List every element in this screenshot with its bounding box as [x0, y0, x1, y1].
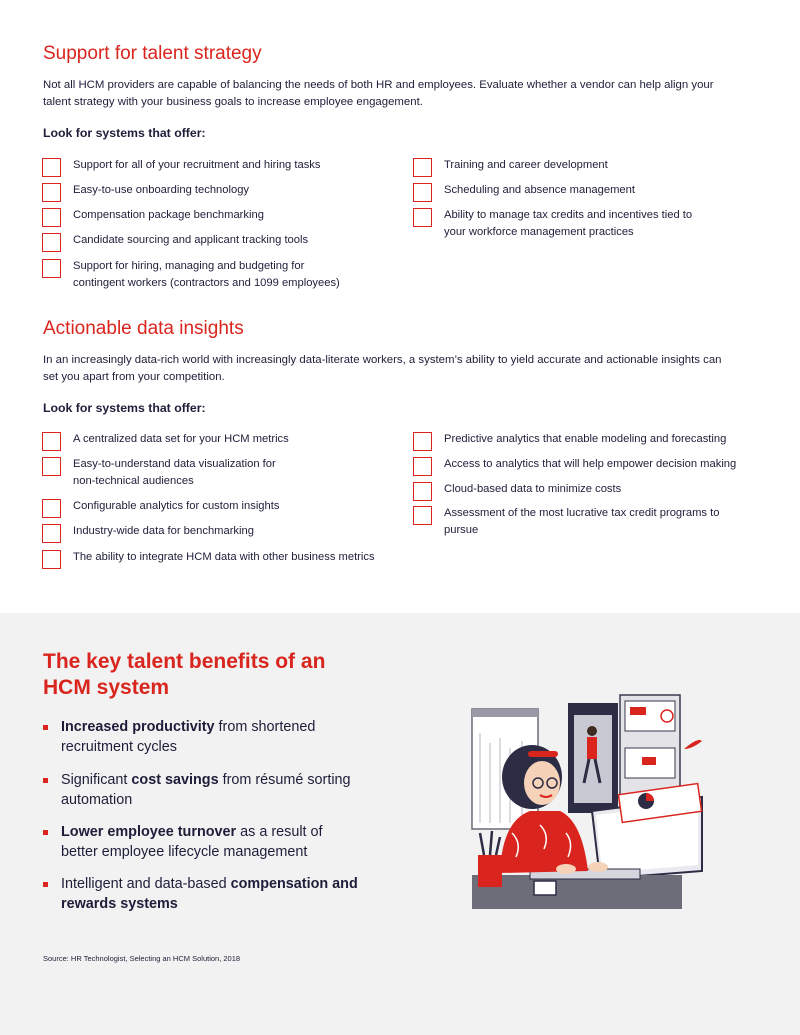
checkbox[interactable]: [413, 208, 432, 227]
talent-look-for: Look for systems that offer:: [43, 126, 206, 140]
checkbox[interactable]: [42, 499, 61, 518]
checkbox-label: Compensation package benchmarking: [73, 209, 264, 221]
talent-checkbox-item[interactable]: [42, 232, 372, 252]
checkbox-label: A centralized data set for your HCM metrics: [73, 433, 289, 445]
checkbox[interactable]: [42, 208, 61, 227]
benefit-text: Significant cost savings from résumé sorting automation: [61, 772, 351, 808]
insights-checkbox-item[interactable]: [413, 481, 763, 501]
insights-look-for: Look for systems that offer:: [43, 401, 206, 415]
talent-section: [43, 42, 743, 66]
insights-checkbox-item[interactable]: [42, 431, 402, 451]
talent-checkbox-item[interactable]: [413, 207, 753, 241]
checkbox[interactable]: [42, 432, 61, 451]
insights-checkbox-item[interactable]: [413, 505, 763, 539]
benefit-text: Intelligent and data-based compensation and rewards systems: [61, 876, 358, 912]
benefit-bold: cost savings: [131, 772, 219, 788]
checkbox[interactable]: [42, 183, 61, 202]
bullet-icon: [43, 882, 48, 887]
talent-checkbox-item[interactable]: [413, 157, 753, 177]
checkbox[interactable]: [413, 183, 432, 202]
insights-checkbox-item[interactable]: [42, 549, 402, 569]
benefit-bold: Increased productivity: [61, 719, 215, 735]
checkbox[interactable]: [413, 506, 432, 525]
checkbox-label: Cloud-based data to minimize costs: [444, 483, 622, 495]
checkbox-label: Training and career development: [444, 159, 608, 171]
checkbox-label: Access to analytics that will help empower decision making: [444, 458, 737, 470]
checkbox-label: Easy-to-use onboarding technology: [73, 184, 250, 196]
source-note: Source: HR Technologist, Selecting an HCM Solution, 2018: [43, 954, 241, 963]
talent-title: Support for talent strategy: [43, 43, 262, 64]
insights-checkbox-item[interactable]: [42, 523, 402, 543]
benefit-bold: Lower employee turnover: [61, 824, 237, 840]
checkbox[interactable]: [413, 432, 432, 451]
insights-section: [43, 317, 743, 341]
benefit-item: [43, 822, 361, 862]
checkbox[interactable]: [42, 524, 61, 543]
checkbox-label: Easy-to-understand data visualization for non-technical audiences: [73, 458, 276, 487]
insights-title: Actionable data insights: [43, 318, 244, 339]
benefit-item: [43, 717, 361, 757]
checkbox-label: Support for all of your recruitment and hiring tasks: [73, 159, 321, 171]
checkbox-label: Ability to manage tax credits and incentives tied to your workforce management practices: [444, 209, 693, 238]
insights-checkbox-item[interactable]: [42, 456, 402, 490]
benefit-text: Lower employee turnover as a result of better employee lifecycle management: [61, 824, 323, 860]
checkbox-label: Configurable analytics for custom insights: [73, 500, 280, 512]
talent-checkbox-item[interactable]: [42, 182, 372, 202]
benefit-bold: compensation and rewards systems: [61, 876, 358, 912]
checkbox[interactable]: [413, 457, 432, 476]
checkbox[interactable]: [42, 158, 61, 177]
benefit-item: [43, 770, 361, 810]
checkbox-label: Assessment of the most lucrative tax credit programs to pursue: [444, 507, 720, 536]
checkbox-label: The ability to integrate HCM data with other business metrics: [73, 551, 375, 563]
checkbox-label: Scheduling and absence management: [444, 184, 635, 196]
talent-checkbox-item[interactable]: [42, 157, 372, 177]
talent-checkbox-item[interactable]: [42, 258, 372, 292]
insights-checkbox-item[interactable]: [413, 431, 763, 451]
woman-at-computer-illustration: [470, 693, 706, 913]
talent-intro: Not all HCM providers are capable of balancing the needs of both HR and employees. Evaluate whether a vendor can help align your talent strategy with your business goals to increase employee engagement.: [43, 79, 714, 108]
bullet-icon: [43, 830, 48, 835]
checkbox[interactable]: [42, 550, 61, 569]
benefit-text: Increased productivity from shortened recruitment cycles: [61, 719, 316, 755]
benefit-item: [43, 874, 361, 914]
checkbox[interactable]: [413, 158, 432, 177]
checkbox[interactable]: [42, 259, 61, 278]
checkbox-label: Support for hiring, managing and budgeting for contingent workers (contractors and 1099 employees): [73, 260, 340, 289]
checkbox-label: Predictive analytics that enable modeling and forecasting: [444, 433, 727, 445]
checkbox[interactable]: [42, 457, 61, 476]
benefits-title: The key talent benefits of an HCM system: [43, 650, 326, 699]
talent-checkbox-item[interactable]: [413, 182, 753, 202]
bullet-icon: [43, 778, 48, 783]
checkbox[interactable]: [42, 233, 61, 252]
insights-checkbox-item[interactable]: [42, 498, 402, 518]
checkbox[interactable]: [413, 482, 432, 501]
checkbox-label: Industry-wide data for benchmarking: [73, 525, 254, 537]
checkbox-label: Candidate sourcing and applicant tracking tools: [73, 234, 309, 246]
insights-intro: In an increasingly data-rich world with increasingly data-literate workers, a system’s ability to yield accurate and actionable insights can set you apart from your competition.: [43, 354, 722, 383]
bullet-icon: [43, 725, 48, 730]
insights-checkbox-item[interactable]: [413, 456, 763, 476]
talent-checkbox-item[interactable]: [42, 207, 372, 227]
